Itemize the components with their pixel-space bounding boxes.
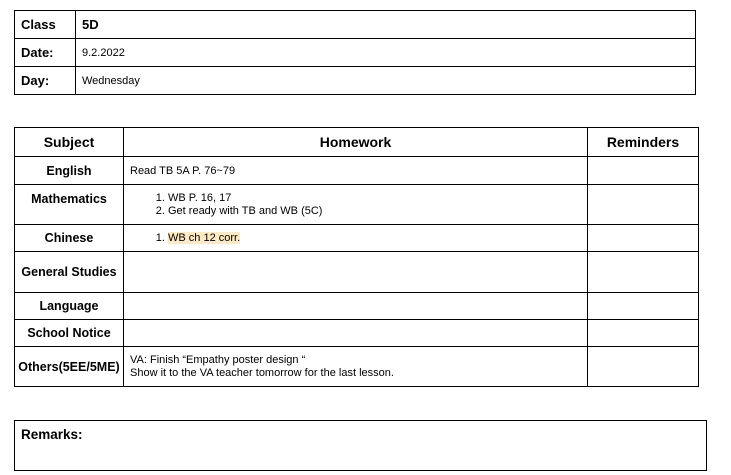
class-row bbox=[15, 11, 696, 39]
reminder-cell[interactable] bbox=[588, 225, 699, 252]
subject-cell: Language bbox=[15, 293, 124, 320]
table-row bbox=[15, 293, 699, 320]
remarks-row bbox=[15, 421, 707, 471]
list-item bbox=[168, 232, 587, 245]
table-row bbox=[15, 157, 699, 185]
table-row bbox=[15, 252, 699, 293]
class-value[interactable]: 5D bbox=[76, 11, 696, 39]
homework-header: Homework bbox=[124, 128, 588, 157]
homework-cell[interactable] bbox=[124, 320, 588, 347]
homework-line: Show it to the VA teacher tomorrow for the last lesson. bbox=[130, 366, 394, 379]
date-value[interactable]: 9.2.2022 bbox=[76, 39, 696, 67]
homework-cell[interactable] bbox=[124, 252, 588, 293]
reminder-cell[interactable] bbox=[588, 347, 699, 387]
homework-header-row bbox=[15, 128, 699, 157]
subject-cell: Others(5EE/5ME) bbox=[15, 347, 124, 387]
homework-cell[interactable]: Read TB 5A P. 76~79 bbox=[124, 157, 588, 185]
remarks-label[interactable]: Remarks: bbox=[15, 421, 707, 471]
day-label: Day: bbox=[15, 67, 76, 95]
homework-list bbox=[130, 192, 587, 218]
homework-cell[interactable] bbox=[124, 347, 588, 387]
reminder-cell[interactable] bbox=[588, 157, 699, 185]
date-label: Date: bbox=[15, 39, 76, 67]
class-label: Class bbox=[15, 11, 76, 39]
reminder-cell[interactable] bbox=[588, 185, 699, 225]
table-row bbox=[15, 185, 699, 225]
day-value[interactable]: Wednesday bbox=[76, 67, 696, 95]
homework-cell[interactable] bbox=[124, 293, 588, 320]
subject-cell: Chinese bbox=[15, 225, 124, 252]
subject-header: Subject bbox=[15, 128, 124, 157]
reminder-cell[interactable] bbox=[588, 293, 699, 320]
subject-cell: General Studies bbox=[15, 252, 124, 293]
class-info-table bbox=[14, 10, 696, 95]
subject-cell: Mathematics bbox=[15, 185, 124, 225]
subject-cell: English bbox=[15, 157, 124, 185]
homework-table bbox=[14, 127, 699, 387]
highlighted-text: WB ch 12 corr. bbox=[168, 231, 241, 244]
reminder-cell[interactable] bbox=[588, 320, 699, 347]
homework-cell[interactable] bbox=[124, 185, 588, 225]
list-item: 2. Get ready with TB and WB (5C) bbox=[168, 205, 587, 218]
reminders-header: Reminders bbox=[588, 128, 699, 157]
homework-line: VA: Finish “Empathy poster design “ bbox=[130, 353, 306, 366]
table-row bbox=[15, 320, 699, 347]
day-row bbox=[15, 67, 696, 95]
date-row bbox=[15, 39, 696, 67]
remarks-table bbox=[14, 420, 707, 471]
table-row bbox=[15, 225, 699, 252]
subject-cell: School Notice bbox=[15, 320, 124, 347]
table-row bbox=[15, 347, 699, 387]
homework-cell[interactable] bbox=[124, 225, 588, 252]
list-item: 1. WB P. 16, 17 bbox=[168, 192, 587, 205]
homework-list bbox=[130, 232, 587, 245]
reminder-cell[interactable] bbox=[588, 252, 699, 293]
